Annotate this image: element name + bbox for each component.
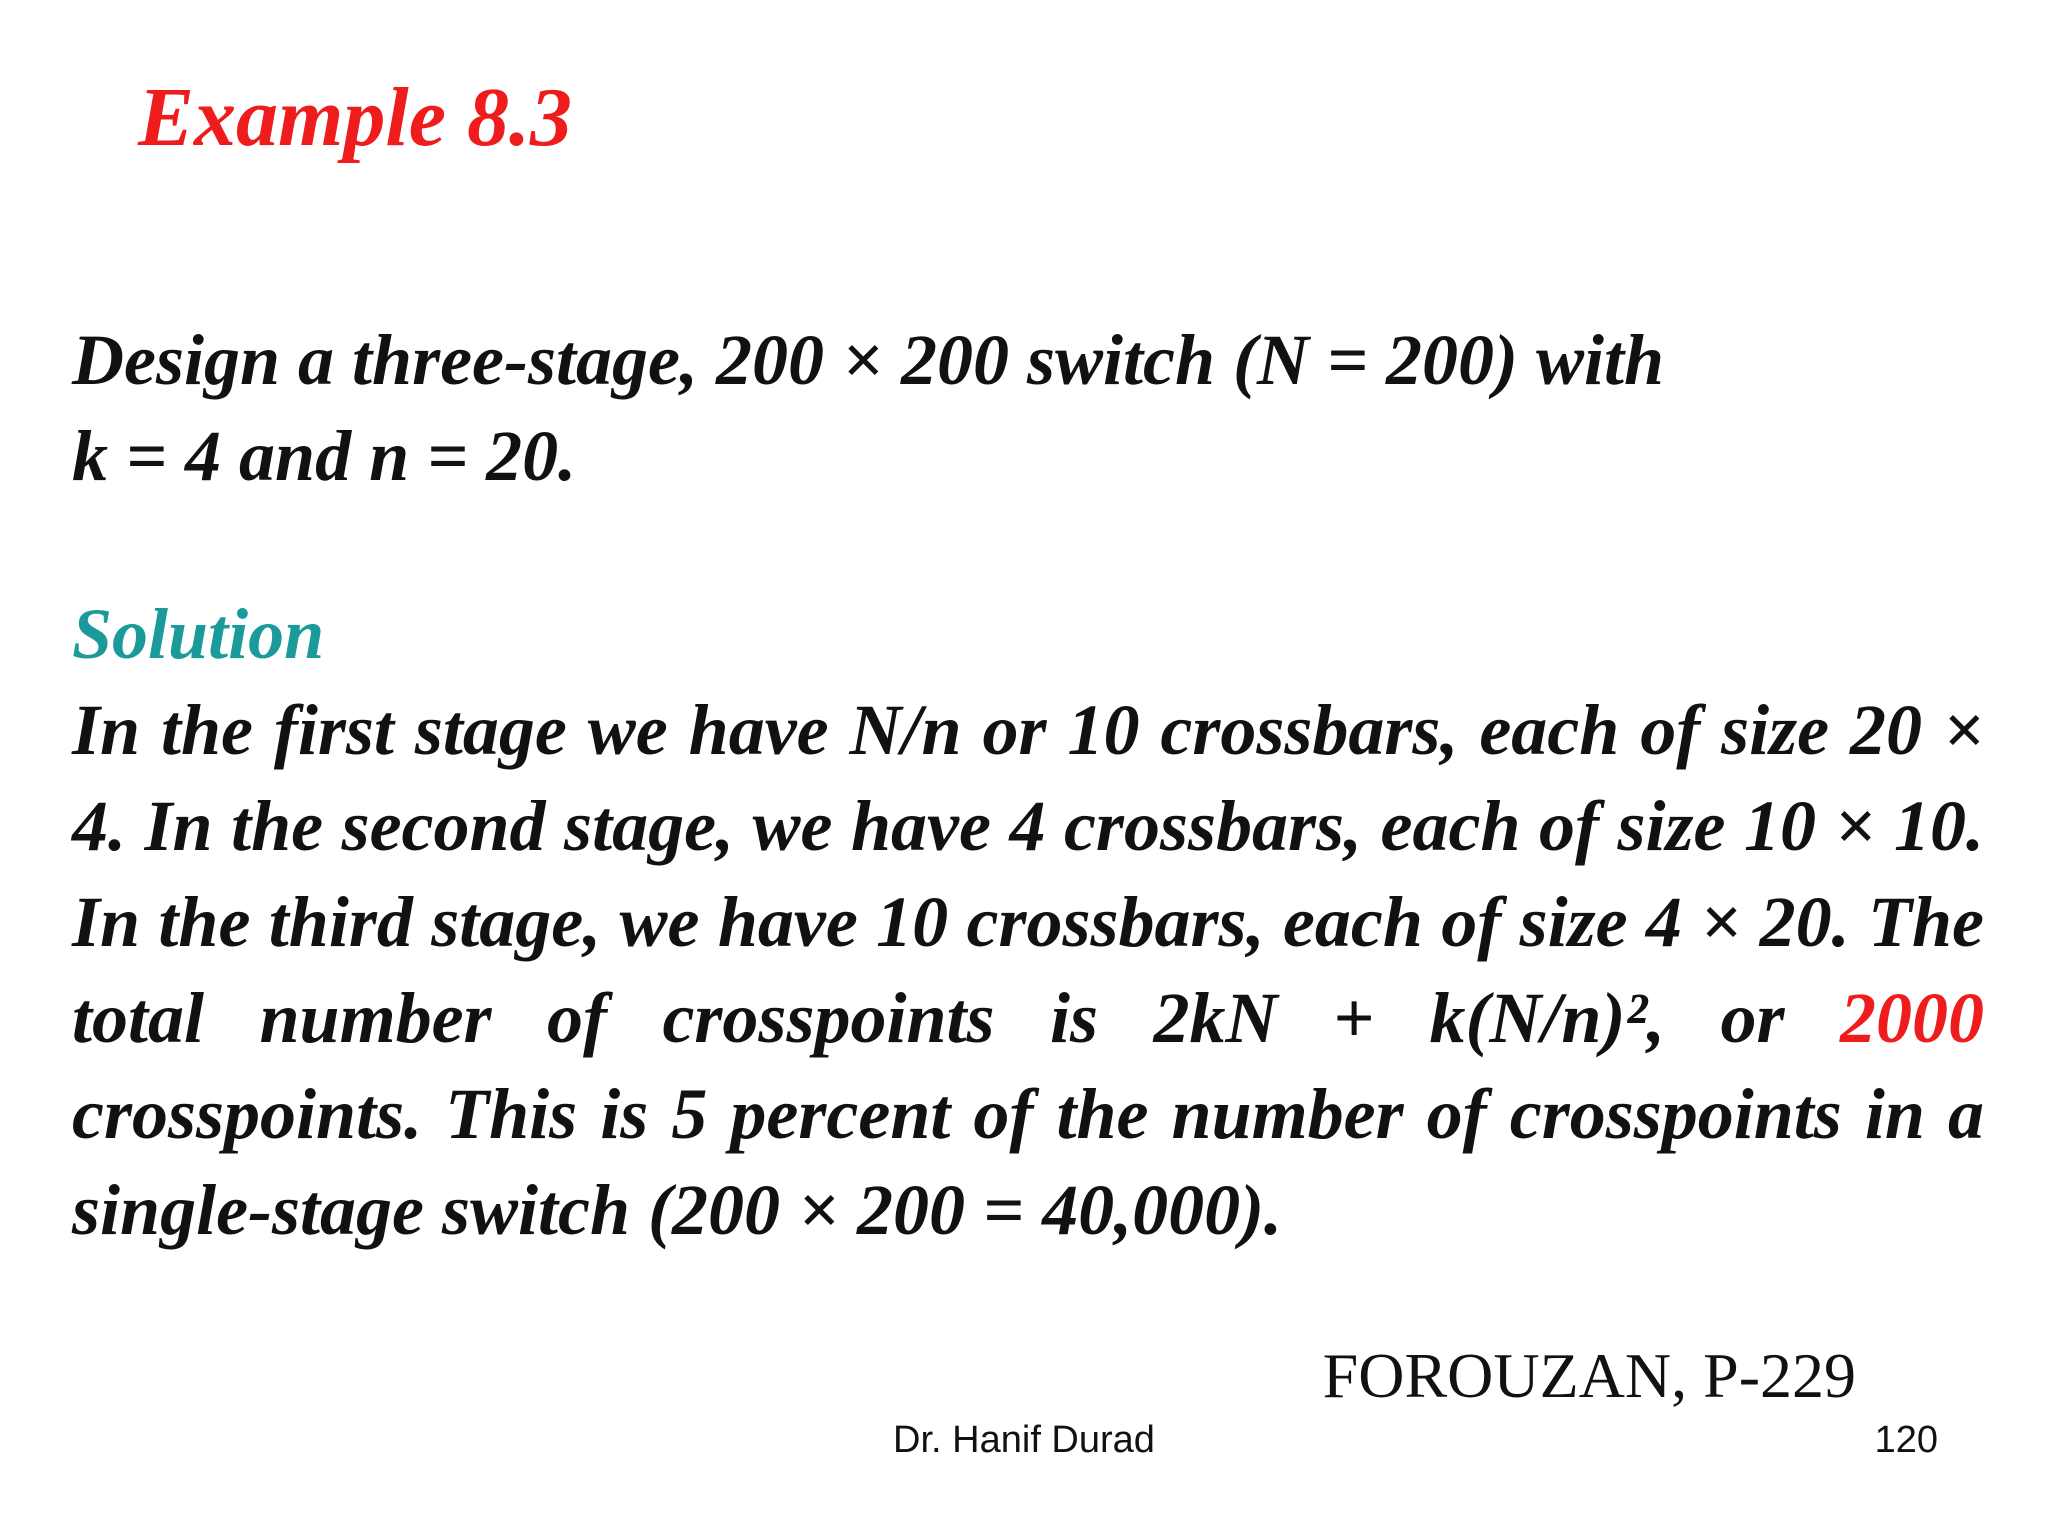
problem-statement: [72, 312, 2012, 504]
problem-line-2: k = 4 and n = 20.: [72, 416, 577, 496]
solution-text-part-2: crosspoints. This is 5 percent of the number of crosspoints in a single-stage switch (200 × 200 = 40,000).: [72, 1074, 1984, 1250]
crosspoint-total-highlight: 2000: [1840, 978, 1984, 1058]
solution-text-part-1: In the first stage we have N/n or 10 crossbars, each of size 20 × 4. In the second stage, we have 4 crossbars, each of size 10 × 10. In the third stage, we have 10 crossbars, each of size 4 × 20. The total number of crosspoints is 2kN + k(N/n)², or: [72, 690, 1984, 1058]
slide-title: Example 8.3: [138, 71, 572, 164]
footer-author: Dr. Hanif Durad: [893, 1419, 1155, 1461]
problem-line-1: Design a three-stage, 200 × 200 switch (N = 200) with: [72, 320, 1665, 400]
solution-text: [72, 682, 1984, 1258]
reference-citation: FOROUZAN, P-229: [1322, 1340, 1856, 1411]
solution-heading: Solution: [72, 594, 325, 674]
footer-page-number: 120: [1874, 1419, 1938, 1461]
